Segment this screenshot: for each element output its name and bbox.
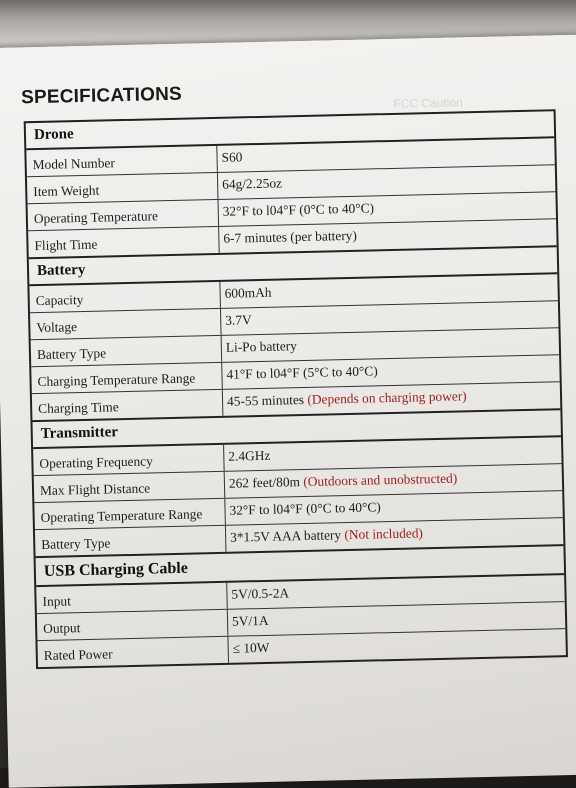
value-text: 262 feet/80m [228, 474, 301, 491]
value-note: (Not included) [344, 525, 424, 543]
row-label: Model Number [26, 146, 218, 176]
value-text: 5V/0.5-2A [231, 585, 290, 602]
value-text: 6-7 minutes (per battery) [223, 227, 358, 246]
specifications-table [24, 109, 568, 669]
value-text: 2.4GHz [228, 447, 271, 464]
row-label: Operating Temperature Range [34, 499, 226, 529]
value-note: (Outdoors and unobstructed) [303, 470, 458, 490]
row-label: Battery Type [31, 336, 223, 366]
row-label: Item Weight [27, 173, 219, 203]
row-label: Rated Power [37, 637, 229, 667]
value-text: 41°F to l04°F (5°C to 40°C) [226, 363, 378, 382]
row-label: Capacity [29, 282, 221, 312]
value-text: 3.7V [225, 312, 252, 328]
page-title: SPECIFICATIONS [20, 83, 183, 109]
section-header-battery: Battery [29, 247, 557, 286]
row-label: Battery Type [35, 526, 227, 556]
section-header-usb-cable: USB Charging Cable [36, 546, 565, 587]
value-text: Li-Po battery [225, 338, 298, 355]
bleed-through-text: FCC Caution [393, 95, 463, 111]
value-text: 5V/1A [231, 612, 269, 629]
value-text: ≤ 10W [232, 639, 270, 656]
value-text: 45-55 minutes [226, 392, 305, 409]
row-label: Charging Time [32, 390, 224, 420]
row-label: Operating Temperature [28, 200, 220, 230]
manual-page [0, 35, 576, 788]
value-text: 600mAh [224, 284, 272, 301]
row-label: Voltage [30, 309, 222, 339]
value-text: 64g/2.25oz [221, 175, 283, 192]
row-label: Operating Frequency [33, 445, 225, 475]
value-text: 3*1.5V AAA battery [229, 527, 342, 545]
section-header-transmitter: Transmitter [32, 410, 560, 449]
row-label: Max Flight Distance [34, 472, 226, 502]
row-label: Input [36, 583, 228, 613]
row-label: Flight Time [28, 227, 220, 257]
value-note: (Depends on charging power) [307, 388, 467, 407]
row-label: Charging Temperature Range [31, 363, 223, 393]
value-text: 32°F to l04°F (0°C to 40°C) [222, 200, 375, 219]
value-text: S60 [221, 149, 243, 165]
value-text: 32°F to l04°F (0°C to 40°C) [229, 499, 381, 518]
row-label: Output [37, 610, 229, 640]
section-header-drone: Drone [26, 111, 554, 150]
